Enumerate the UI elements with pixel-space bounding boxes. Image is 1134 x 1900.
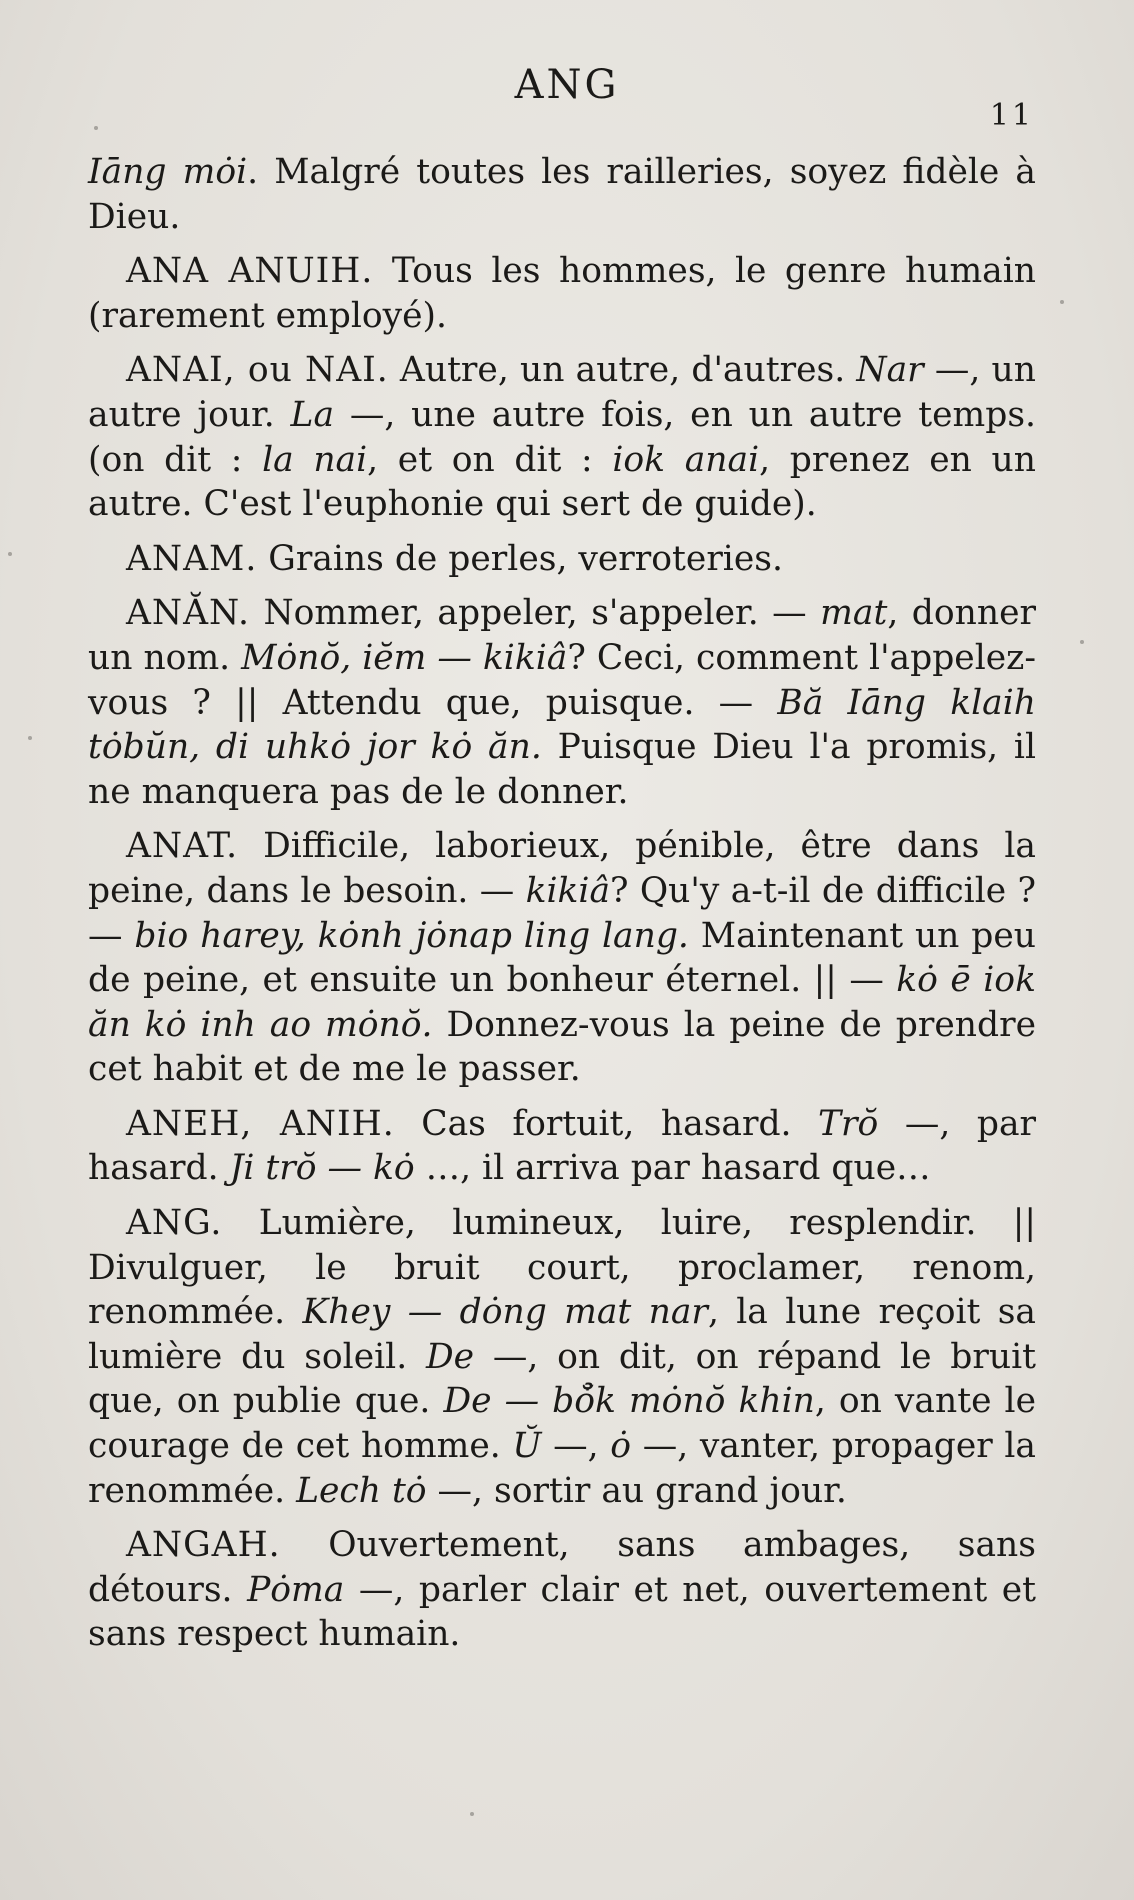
entry-text: —, sortir au grand jour.: [426, 1470, 847, 1511]
entry-example-italic: Pȯma: [247, 1569, 345, 1610]
entry-headword: ANEH, ANIH.: [126, 1103, 395, 1144]
entry-text: —, un autre jour.: [88, 350, 1036, 435]
dictionary-entry-ana-anuih: [88, 249, 1036, 338]
entry-text: , donner un nom.: [88, 593, 1036, 678]
entry-text: —, parler clair et net, ouvertement et sans respect humain.: [88, 1569, 1036, 1655]
entry-text: Tous les hommes, le genre humain (rarement employé).: [88, 251, 1036, 336]
entry-example-italic: De — bŏ̉k mȯnŏ khin: [443, 1381, 815, 1422]
dictionary-entry-anan: [88, 591, 1036, 814]
entry-text: , la lune reçoit sa lumière du soleil.: [88, 1292, 1037, 1377]
entry-text: , on vante le courage de cet homme.: [88, 1381, 1036, 1467]
running-head: ANG: [514, 62, 620, 108]
entry-text: ? Qu'y a-t-il de difficile ? —: [88, 870, 1036, 956]
entry-text: Puisque Dieu l'a promis, il ne manquera pas de le donner.: [88, 727, 1036, 812]
page-number: 11: [989, 98, 1034, 133]
entry-text: Donnez-vous la peine de prendre cet habit et de me le passer.: [88, 1004, 1037, 1090]
entry-example-italic: Trŏ: [818, 1103, 879, 1144]
dictionary-body: [88, 150, 1036, 1667]
dictionary-entry-anam: [88, 537, 1036, 582]
entry-example-italic: Ŭ: [512, 1426, 542, 1467]
entry-text: , et on dit :: [367, 439, 613, 480]
entry-headword: ANAI, ou NAI.: [126, 350, 389, 391]
entry-text: . Malgré toutes les railleries, soyez fidèle à Dieu.: [88, 152, 1036, 237]
entry-text: —, on dit, on répand le bruit que, on publie que.: [88, 1336, 1036, 1422]
entry-text: —, par hasard.: [88, 1103, 1037, 1189]
dictionary-entry-angah: [88, 1523, 1036, 1657]
dictionary-entry-ang: [88, 1201, 1036, 1513]
entry-example-italic: Nar: [856, 350, 924, 391]
entry-text: —,: [541, 1426, 611, 1467]
entry-text: Lumière, lumineux, luire, resplendir. || Divulguer, le bruit court, proclamer, renom, renommée.: [88, 1203, 1036, 1333]
entry-text: —, une autre fois, en un autre temps. (on dit :: [88, 394, 1036, 480]
entry-headword: ANAM.: [126, 538, 258, 579]
entry-example-italic: iok anai: [612, 439, 760, 480]
entry-example-italic: Ji trŏ — kȯ: [229, 1148, 415, 1189]
entry-headword: ANGAH.: [126, 1525, 281, 1566]
entry-text: Difficile, laborieux, pénible, être dans la peine, dans le besoin. —: [88, 826, 1036, 911]
dictionary-entry-anat: [88, 824, 1036, 1092]
entry-headword: ANĂN.: [126, 593, 250, 634]
entry-text: Maintenant un peu de peine, et ensuite un bonheur éternel. || —: [88, 915, 1036, 1001]
entry-example-italic: kȯ ē iok ăn kȯ inh ao mȯnŏ.: [88, 960, 1036, 1045]
entry-text: Grains de perles, verroteries.: [257, 538, 783, 579]
entry-example-italic: la nai: [262, 439, 368, 480]
entry-headword: ANG.: [126, 1203, 223, 1244]
entry-text: Cas fortuit, hasard.: [394, 1103, 819, 1144]
entry-example-italic: kikiâ: [525, 870, 611, 911]
entry-example-italic: Bă Iāng klaih tȯbŭn, di uhkȯ jor kȯ ăn.: [88, 682, 1036, 768]
dictionary-entry-anai: [88, 348, 1036, 526]
entry-text: —, vanter, propager la renommée.: [88, 1426, 1036, 1511]
entry-example-italic: Khey — dȯng mat nar: [302, 1292, 708, 1333]
entry-example-italic: Iāng mȯi: [88, 152, 248, 192]
entry-example-italic: Mȯnŏ, iĕm — kikiâ: [241, 637, 568, 678]
entry-example-italic: Lech tȯ: [296, 1470, 427, 1511]
entry-example-italic: La: [290, 394, 335, 435]
entry-headword: ANA ANUIH.: [126, 251, 374, 292]
entry-text: ? Ceci, comment l'appelez-vous ? || Attendu que, puisque. —: [88, 637, 1036, 723]
entry-headword: ANAT.: [126, 826, 239, 867]
entry-text: Nommer, appeler, s'appeler. —: [249, 593, 821, 634]
entry-text: Autre, un autre, d'autres.: [388, 350, 857, 391]
entry-example-italic: De: [425, 1336, 475, 1377]
entry-text: , prenez en un autre. C'est l'euphonie qui sert de guide).: [88, 439, 1036, 525]
dictionary-entry-cont: [88, 150, 1036, 239]
entry-example-italic: ȯ: [610, 1426, 632, 1467]
entry-example-italic: mat: [820, 593, 888, 634]
entry-text: …, il arriva par hasard que…: [414, 1148, 931, 1189]
entry-text: Ouvertement, sans ambages, sans détours.: [88, 1525, 1036, 1610]
entry-example-italic: bio harey, kȯnh jȯnap ling lang.: [134, 915, 689, 956]
dictionary-entry-aneh-anih: [88, 1102, 1036, 1191]
